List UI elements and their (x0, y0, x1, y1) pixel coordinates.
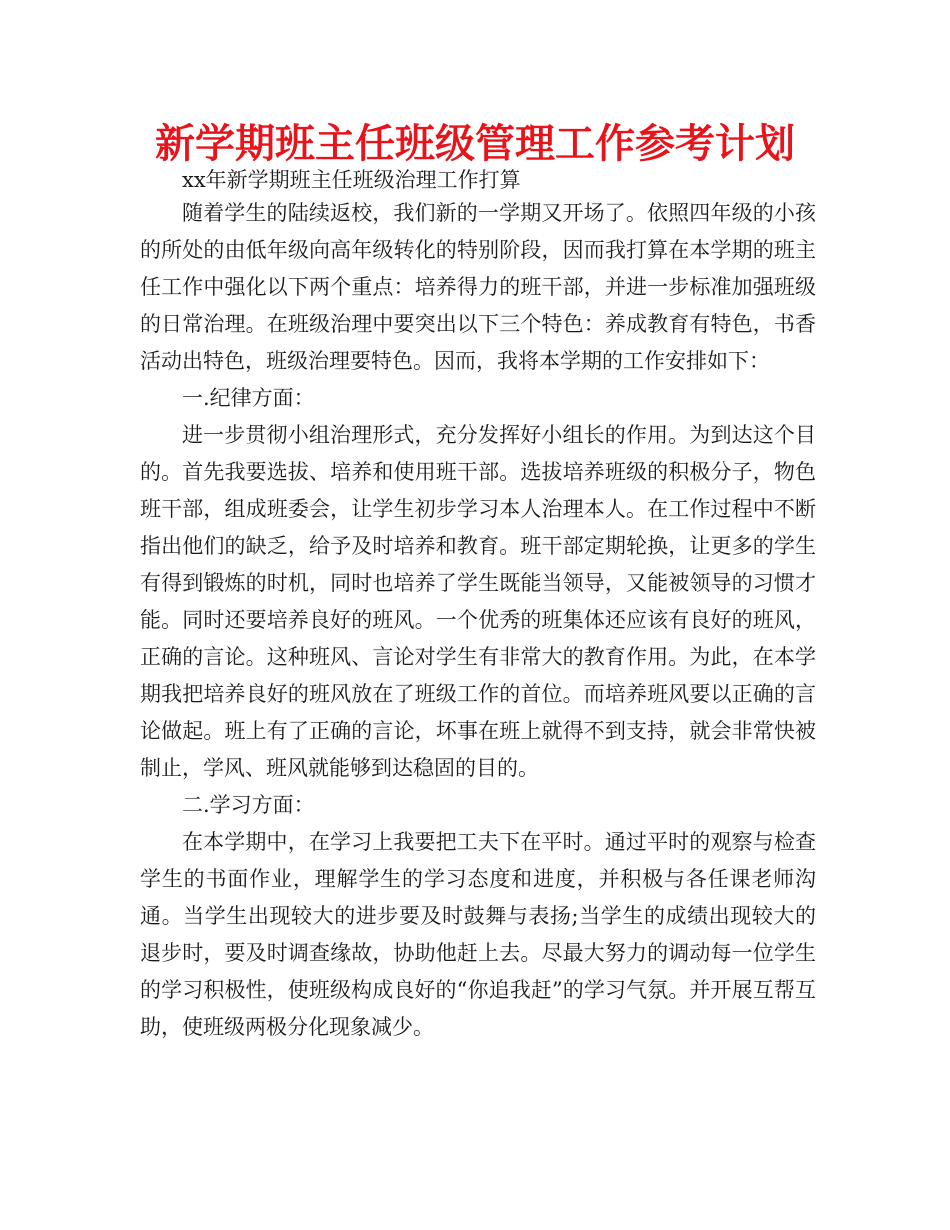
section-heading-study: 二.学习方面： (182, 793, 315, 817)
intro-paragraph: 随着学生的陆续返校，我们新的一学期又开场了。依照四年级的小孩的所处的由低年级向高年级转化的特别阶段，因而我打算在本学期的班主任工作中强化以下两个重点：培养得力的班干部，并进一步标准加强班级的日常治理。在班级治理中要突出以下三个特色：养成教育有特色，书香活动出特色，班级治理要特色。因而，我将本学期的工作安排如下： (140, 201, 816, 373)
document-subtitle: xx年新学期班主任班级治理工作打算 (182, 168, 521, 192)
discipline-paragraph: 进一步贯彻小组治理形式，充分发挥好小组长的作用。为到达这个目的。首先我要选拔、培养和使用班干部。选拔培养班级的积极分子，物色班干部，组成班委会，让学生初步学习本人治理本人。在工作过程中不断指出他们的缺乏，给予及时培养和教育。班干部定期轮换，让更多的学生有得到锻炼的时机，同时也培养了学生既能当领导，又能被领导的习惯才能。同时还要培养良好的班风。一个优秀的班集体还应该有良好的班风，正确的言论。这种班风、言论对学生有非常大的教育作用。为此，在本学期我把培养良好的班风放在了班级工作的首位。而培养班风要以正确的言论做起。班上有了正确的言论，坏事在班上就得不到支持，就会非常快被制止，学风、班风就能够到达稳固的目的。 (140, 423, 816, 780)
study-paragraph: 在本学期中，在学习上我要把工夫下在平时。通过平时的观察与检查学生的书面作业，理解学生的学习态度和进度，并积极与各任课老师沟通。当学生出现较大的进步要及时鼓舞与表扬;当学生的成绩出现较大的退步时，要及时调查缘故，协助他赶上去。尽最大努力的调动每一位学生的学习积极性，使班级构成良好的“你追我赶”的学习气氛。并开展互帮互助，使班级两极分化现象减少。 (140, 830, 816, 1039)
document-body (140, 166, 816, 1046)
section-heading-discipline: 一.纪律方面： (182, 386, 315, 410)
document-title: 新学期班主任班级管理工作参考计划 (155, 121, 795, 167)
